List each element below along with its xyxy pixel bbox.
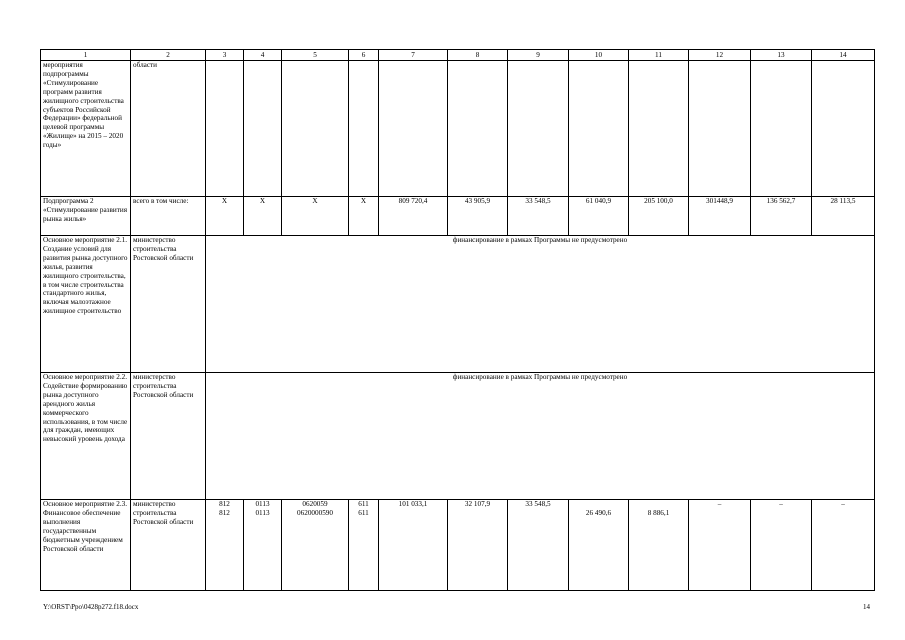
value-cell: – <box>751 500 812 591</box>
executor-cell: министерство строительства Ростовской области <box>131 373 206 500</box>
header-cell: 9 <box>508 50 569 61</box>
header-cell: 14 <box>812 50 875 61</box>
header-cell: 4 <box>244 50 282 61</box>
row-title-cell: Основное мероприятие 2.2. Содействие формированию рынка доступного арендного жилья коммерческого использования, в том числе для граждан, имеющих невысокий уровень дохода <box>41 373 131 500</box>
header-cell: 12 <box>689 50 751 61</box>
value-cell: – <box>812 500 875 591</box>
table-row <box>41 373 875 500</box>
table-row <box>41 61 875 197</box>
header-cell: 6 <box>349 50 379 61</box>
value-cell: 8 886,1 <box>629 500 689 591</box>
table-row <box>41 197 875 236</box>
row-title-cell: Основное мероприятие 2.1. Создание условий для развития рынка доступного жилья, развития жилищного строительства, в том числе строительства стандартного жилья, включая малоэтажное жилищное строительство <box>41 236 131 373</box>
table-row <box>41 236 875 373</box>
header-cell: 7 <box>379 50 448 61</box>
value-cell: 611 611 <box>349 500 379 591</box>
executor-cell: министерство строительства Ростовской области <box>131 500 206 591</box>
header-cell: 8 <box>448 50 508 61</box>
value-cell: 28 113,5 <box>812 197 875 236</box>
value-cell: Х <box>282 197 349 236</box>
page-number: 14 <box>863 603 870 611</box>
value-cell: 61 040,9 <box>569 197 629 236</box>
value-cell: 101 033,1 <box>379 500 448 591</box>
header-cell: 13 <box>751 50 812 61</box>
header-cell: 11 <box>629 50 689 61</box>
value-cell: 205 100,0 <box>629 197 689 236</box>
value-cell: Х <box>349 197 379 236</box>
header-cell: 2 <box>131 50 206 61</box>
row-title-cell: Основное мероприятие 2.3. Финансовое обеспечение выполнения государственным бюджетным учреждением Ростовской области <box>41 500 131 591</box>
value-cell: 33 548,5 <box>508 197 569 236</box>
executor-cell: всего в том числе: <box>131 197 206 236</box>
value-cell: 26 490,6 <box>569 500 629 591</box>
file-path-footer: Y:\ORST\Ppo\0428p272.f18.docx <box>43 603 139 611</box>
value-cell: 0620059 0620000590 <box>282 500 349 591</box>
executor-cell: области <box>131 61 206 197</box>
value-cell: 33 548,5 <box>508 500 569 591</box>
header-row <box>41 50 875 61</box>
value-cell: 809 720,4 <box>379 197 448 236</box>
value-cell: 301448,9 <box>689 197 751 236</box>
row-title-cell: Подпрограмма 2 «Стимулирование развития рынка жилья» <box>41 197 131 236</box>
value-cell: 32 107,9 <box>448 500 508 591</box>
value-cell: 812 812 <box>206 500 244 591</box>
value-cell: 43 905,9 <box>448 197 508 236</box>
value-cell: 0113 0113 <box>244 500 282 591</box>
value-cell: Х <box>244 197 282 236</box>
value-cell: Х <box>206 197 244 236</box>
value-cell: – <box>689 500 751 591</box>
financing-note: финансирование в рамках Программы не предусмотрено <box>206 236 875 373</box>
budget-table <box>40 49 875 591</box>
table-row <box>41 500 875 591</box>
row-title-cell: мероприятия подпрограммы «Стимулирование программ развития жилищного строительства субъектов Российской Федерации» федеральной целевой программы «Жилище» на 2015 – 2020 годы» <box>41 61 131 197</box>
header-cell: 5 <box>282 50 349 61</box>
executor-cell: министерство строительства Ростовской области <box>131 236 206 373</box>
header-cell: 10 <box>569 50 629 61</box>
financing-note: финансирование в рамках Программы не предусмотрено <box>206 373 875 500</box>
value-cell: 136 562,7 <box>751 197 812 236</box>
header-cell: 1 <box>41 50 131 61</box>
header-cell: 3 <box>206 50 244 61</box>
